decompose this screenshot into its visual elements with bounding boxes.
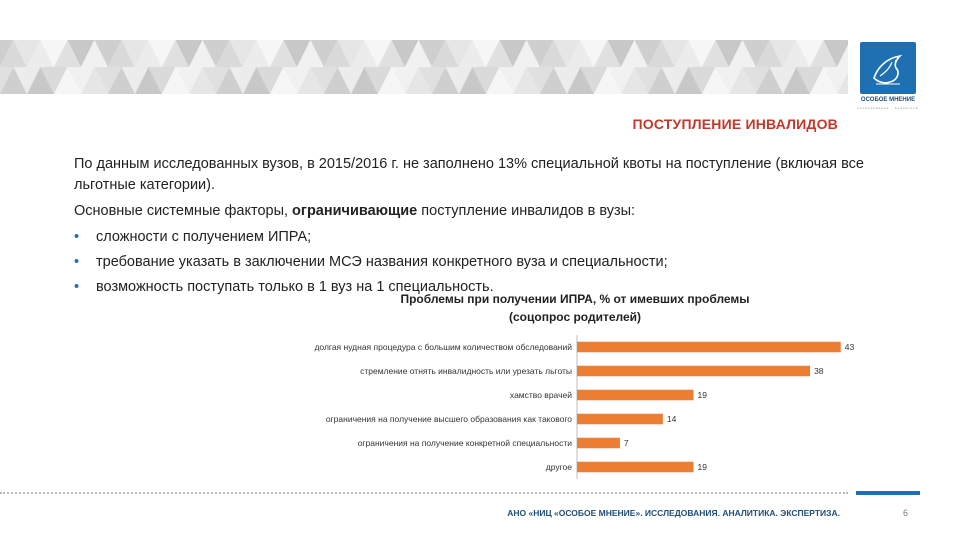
list-item-text: требование указать в заключении МСЭ названия конкретного вуза и специальности; bbox=[96, 254, 668, 270]
bullet-icon: • bbox=[74, 229, 80, 245]
list-item-text: возможность поступать только в 1 вуз на 1 специальность. bbox=[96, 279, 494, 295]
bar bbox=[577, 414, 663, 425]
factors-text-post: поступление инвалидов в вузы: bbox=[417, 203, 636, 219]
logo-subtext: исследования · аналитика bbox=[857, 106, 919, 110]
footer-divider bbox=[0, 492, 848, 494]
category-label: долгая нудная процедура с большим количеством обследований bbox=[314, 342, 572, 352]
data-label: 43 bbox=[844, 342, 855, 352]
bullet-icon: • bbox=[74, 254, 80, 270]
list-item-text: сложности с получением ИПРА; bbox=[96, 229, 312, 245]
factors-text-bold: ограничивающие bbox=[292, 203, 418, 219]
chart-title-line2: (соцопрос родителей) bbox=[508, 310, 642, 324]
chart-title-line1: Проблемы при получении ИПРА, % от имевших проблемы bbox=[400, 292, 750, 306]
bar bbox=[577, 390, 694, 401]
footer-org: АНО «НИЦ «ОСОБОЕ МНЕНИЕ». ИССЛЕДОВАНИЯ. АНАЛИТИКА. ЭКСПЕРТИЗА. bbox=[507, 508, 840, 518]
factors-text-pre: Основные системные факторы, bbox=[74, 203, 293, 219]
bar bbox=[577, 366, 810, 377]
data-label: 19 bbox=[697, 462, 708, 472]
footer-accent-bar bbox=[856, 491, 920, 495]
category-label: ограничения на получение конкретной специальности bbox=[357, 438, 572, 448]
page-title: ПОСТУПЛЕНИЕ ИНВАЛИДОВ bbox=[632, 116, 838, 132]
paragraph-quota: По данным исследованных вузов, в 2015/2016 г. не заполнено 13% специальной квоты на поступление (включая все льготные категории). bbox=[74, 156, 864, 193]
bar bbox=[577, 462, 694, 473]
category-label: другое bbox=[545, 462, 572, 472]
data-label: 7 bbox=[623, 438, 629, 448]
data-label: 14 bbox=[666, 414, 677, 424]
category-label: хамство врачей bbox=[509, 390, 572, 400]
bullet-icon: • bbox=[74, 279, 80, 295]
logo-text: ОСОБОЕ МНЕНИЕ bbox=[860, 97, 916, 103]
category-label: стремление отнять инвалидность или урезать льготы bbox=[360, 366, 572, 376]
category-label: ограничения на получение высшего образования как такового bbox=[325, 414, 572, 424]
bar bbox=[577, 438, 620, 449]
bar bbox=[577, 342, 841, 353]
data-label: 19 bbox=[697, 390, 708, 400]
page-number: 6 bbox=[902, 508, 908, 518]
data-label: 38 bbox=[814, 366, 824, 376]
